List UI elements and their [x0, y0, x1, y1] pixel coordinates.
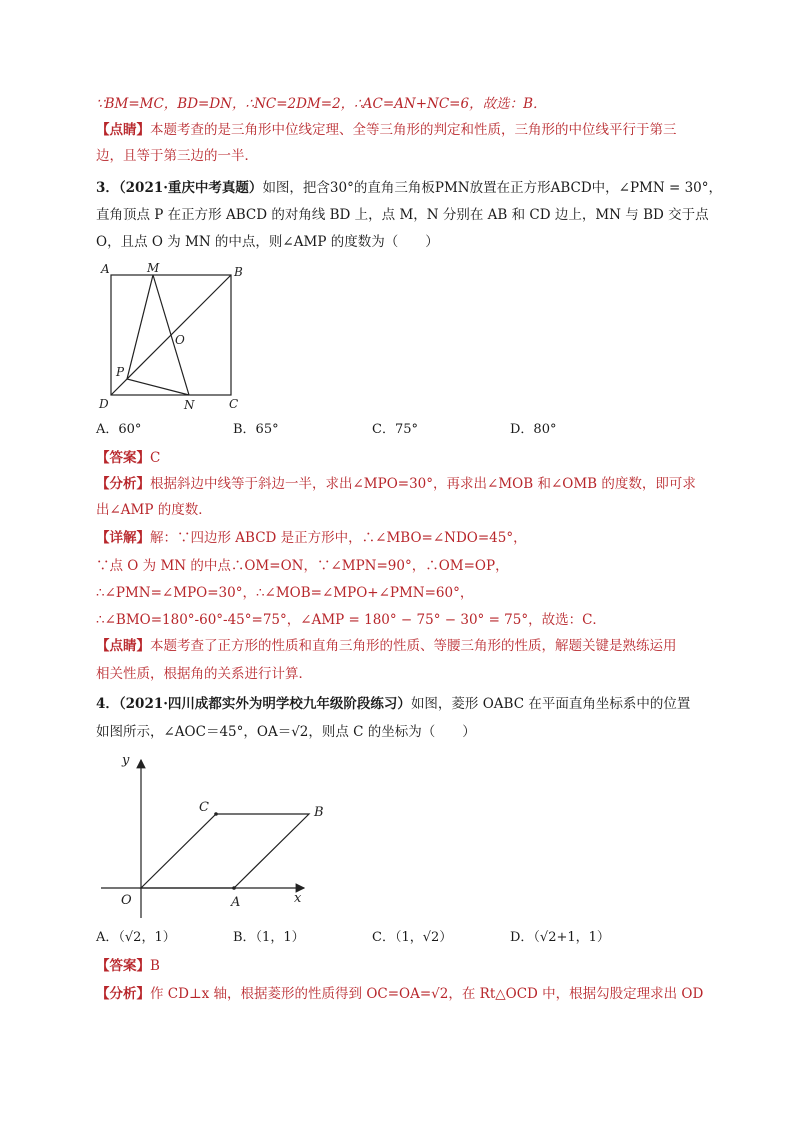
q3-label-d: D — [99, 397, 109, 411]
q4-stem-line-1 — [96, 694, 690, 714]
prev-dianjing-2: 边，且等于第三边的一半． — [96, 148, 258, 164]
q3-detail-1 — [96, 528, 527, 548]
q3-number: 3． — [96, 180, 119, 196]
q3-option-a: A．60° — [96, 422, 142, 437]
q4-point-c — [214, 812, 218, 816]
q3-segment-pm — [127, 275, 153, 379]
q3-detail-4: ∴∠BMO=180°-60°-45°=75°，∠AMP = 180° − 75° − 30° = 75°，故选：C． — [96, 612, 606, 628]
q3-label-b: B — [234, 265, 243, 279]
q3-stem-line-3: O，且点 O 为 MN 的中点，则∠AMP 的度数为（ ） — [96, 234, 439, 250]
q3-analysis-tag: 【分析】 — [96, 476, 150, 492]
q4-analysis-text: 作 CD⊥x 轴，根据菱形的性质得到 OC=OA=√2，在 Rt△OCD 中，根据勾股定理求出 OD — [150, 986, 704, 1002]
q3-detail-tag: 【详解】 — [96, 530, 150, 546]
prev-conclusion: ∵BM=MC，BD=DN，∴NC=2DM=2，∴AC=AN+NC=6，故选：B． — [96, 96, 547, 112]
q3-label-c: C — [229, 397, 239, 411]
prev-dianjing-tag: 【点睛】 — [96, 122, 150, 138]
q4-option-b: B．（1，1） — [233, 930, 305, 945]
q3-source: （2021·重庆中考真题） — [118, 180, 263, 196]
q3-dianjing-2: 相关性质，根据角的关系进行计算． — [96, 666, 312, 682]
q3-stem-line-2: 直角顶点 P 在正方形 ABCD 的对角线 BD 上，点 M，N 分别在 AB 和 CD 边上，MN 与 BD 交于点 — [96, 207, 709, 223]
q4-label-x: x — [294, 891, 302, 906]
q4-analysis-tag: 【分析】 — [96, 986, 150, 1002]
q3-detail-text: 解：∵四边形 ABCD 是正方形中，∴∠MBO=∠NDO=45°， — [150, 530, 527, 546]
q3-dianjing-1 — [96, 636, 677, 656]
q4-option-d: D．（√2+1，1） — [510, 930, 610, 945]
prev-dianjing-1 — [96, 120, 677, 140]
q4-stem-line-2: 如图所示，∠AOC＝45°，OA＝√2，则点 C 的坐标为（ ） — [96, 724, 476, 740]
q3-option-c: C．75° — [372, 422, 418, 437]
q3-label-n: N — [184, 398, 195, 412]
q3-label-a: A — [101, 262, 110, 276]
q4-option-c: C．（1，√2） — [372, 930, 453, 945]
q4-source: （2021·四川成都实外为明学校九年级阶段练习） — [118, 696, 411, 712]
q4-option-a: A．（√2，1） — [96, 930, 176, 945]
q4-answer — [96, 956, 160, 976]
prev-dianjing-text: 本题考查的是三角形中位线定理、全等三角形的判定和性质，三角形的中位线平行于第三 — [150, 122, 677, 138]
q4-label-c: C — [199, 800, 209, 815]
q3-answer-value: C — [150, 450, 161, 466]
q4-label-a: A — [231, 895, 241, 910]
q3-label-m: M — [147, 261, 160, 275]
q4-number: 4． — [96, 696, 119, 712]
q4-figure — [96, 748, 326, 918]
q3-answer — [96, 448, 160, 468]
q3-detail-3: ∴∠PMN=∠MPO=30°，∴∠MOB=∠MPO+∠PMN=60°， — [96, 585, 474, 601]
q3-option-d: D．80° — [510, 422, 557, 437]
q4-label-o: O — [121, 893, 132, 908]
q4-label-b: B — [314, 805, 324, 820]
q3-segment-pn — [127, 379, 189, 395]
q4-point-a — [232, 886, 236, 890]
q4-answer-tag: 【答案】 — [96, 958, 150, 974]
q3-figure — [96, 258, 266, 418]
q3-dianjing-tag: 【点睛】 — [96, 638, 150, 654]
q3-stem-line-1 — [96, 178, 722, 198]
q4-analysis-1 — [96, 984, 703, 1004]
q3-stem-1: 如图，把含30°的直角三角板PMN放置在正方形ABCD中，∠PMN = 30°， — [262, 180, 723, 196]
q3-option-b: B．65° — [233, 422, 279, 437]
q3-analysis-2: 出∠AMP 的度数． — [96, 502, 212, 518]
q3-analysis-1 — [96, 474, 696, 494]
q3-label-p: P — [116, 365, 125, 379]
q3-dianjing-text: 本题考查了正方形的性质和直角三角形的性质、等腰三角形的性质，解题关键是熟练运用 — [150, 638, 677, 654]
q3-answer-tag: 【答案】 — [96, 450, 150, 466]
q4-stem-1: 如图，菱形 OABC 在平面直角坐标系中的位置 — [410, 696, 691, 712]
q3-detail-2: ∵点 O 为 MN 的中点∴OM=ON，∵∠MPN=90°，∴OM=OP， — [96, 558, 509, 574]
q3-label-o: O — [175, 333, 185, 347]
q4-answer-value: B — [150, 958, 160, 974]
q3-analysis-text: 根据斜边中线等于斜边一半，求出∠MPO=30°，再求出∠MOB 和∠OMB 的度数，即可求 — [150, 476, 696, 492]
q4-rhombus-oabc — [141, 814, 309, 888]
q4-label-y: y — [122, 753, 130, 768]
